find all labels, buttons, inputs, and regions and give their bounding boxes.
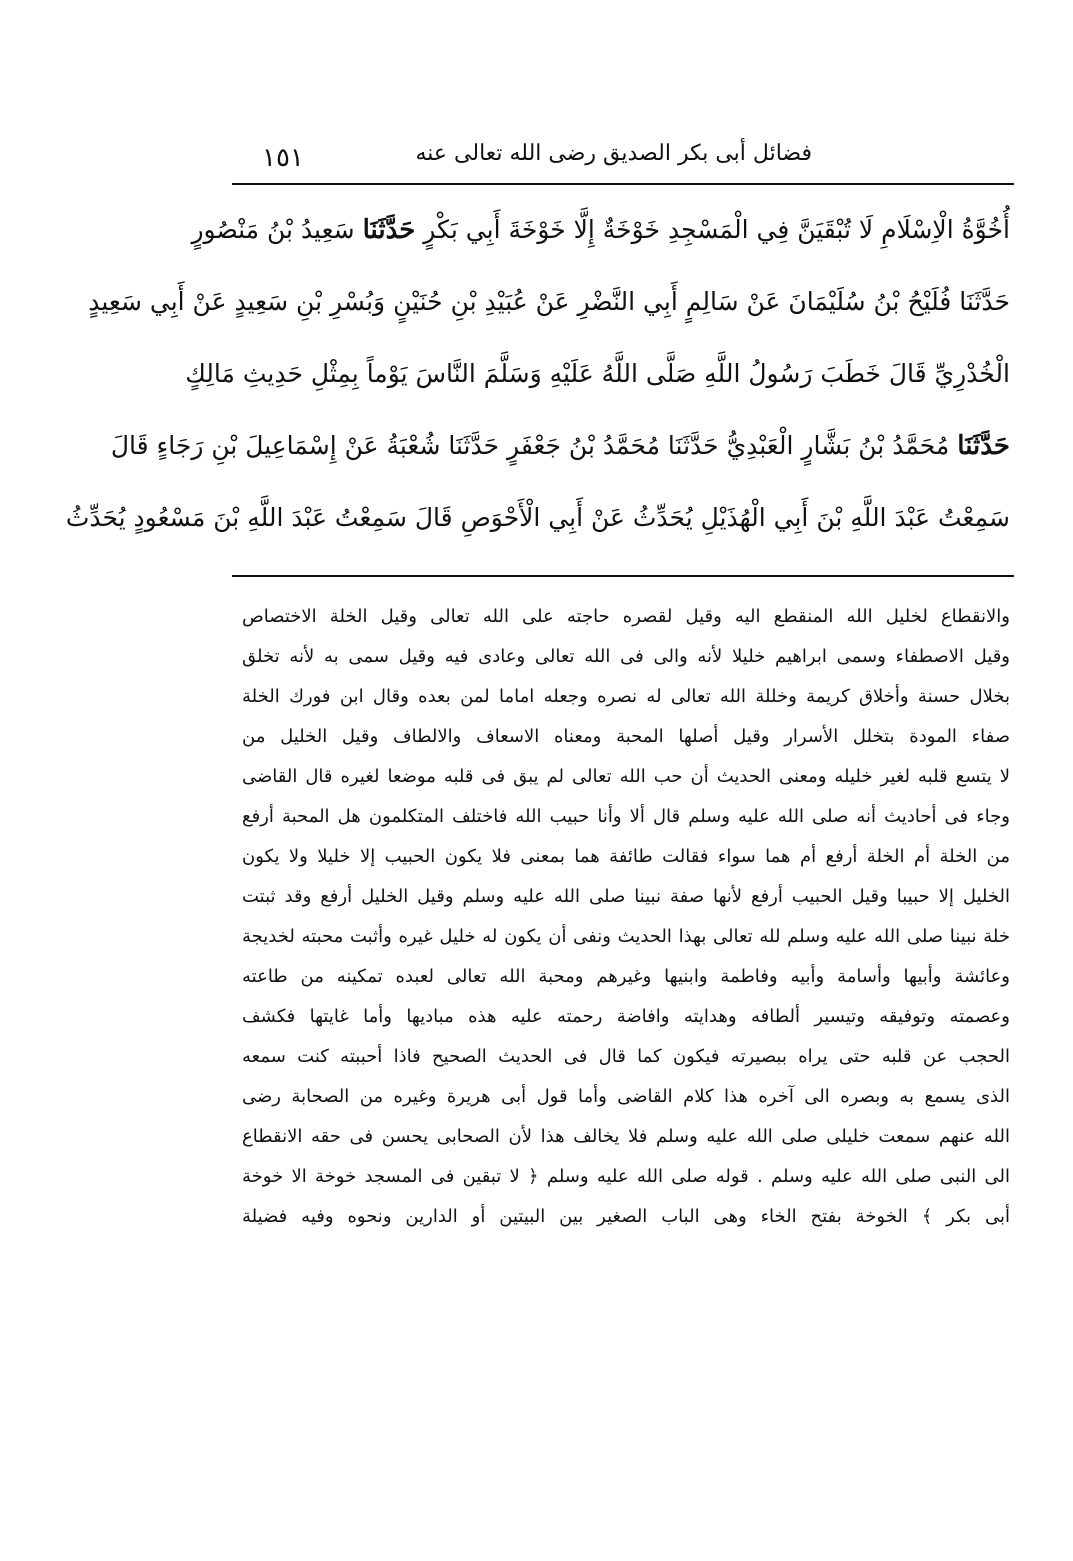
commentary-line: الذى يسمع به وبصره الى آخره هذا كلام القاضى وأما قول أبى هريرة وغيره من الصحابة رضى	[242, 1086, 1010, 1107]
commentary-line: وجاء فى أحاديث أنه صلى الله عليه وسلم قال ألا وأنا حبيب الله فاختلف المتكلمون هل المحبة أرفع	[242, 806, 1010, 827]
commentary-line: الخليل إلا حبيبا وقيل الحبيب أرفع لأنها صفة نبينا صلى الله عليه وسلم وقيل الخليل أرفع وقد ثبتت	[242, 886, 1010, 907]
commentary-line: الحجب عن قلبه حتى يراه ببصيرته فيكون كما قال فى الحديث الصحيح فاذا أحببته كنت سمعه	[242, 1046, 1010, 1067]
hadith-text: الْخُدْرِيِّ قَالَ خَطَبَ رَسُولُ اللَّهِ صَلَّى اللَّهُ عَلَيْهِ وَسَلَّمَ النَّاسَ يَوْماً بِمِثْلِ حَدِيثِ مَالِكٍ	[185, 359, 1010, 388]
commentary-line: وعصمته وتوفيقه وتيسير ألطافه وهدايته وافاضة رحمته عليه هذه مباديها وأما غايتها فكشف	[242, 1006, 1010, 1027]
page-number: ١٥١	[262, 143, 304, 173]
commentary-line: بخلال حسنة وأخلاق كريمة وخللة الله تعالى له نصره وجعله اماما لمن بعده وقال ابن فورك الخلة	[242, 686, 1010, 707]
hadith-text: أُخُوَّةُ الْاِسْلَامِ لَا تُبْقَيَنَّ فِي الْمَسْجِدِ خَوْخَةٌ إِلَّا خَوْخَةَ أَبِي بَكْرٍ	[423, 215, 1010, 244]
hadith-line	[65, 488, 1010, 560]
commentary-line: لا يتسع قلبه لغير خليله ومعنى الحديث أن حب الله تعالى لم يبق فى قلبه موضعا لغيره قال القاضى	[242, 766, 1010, 787]
commentary-line: أبى بكر ﴾ الخوخة بفتح الخاء وهى الباب الصغير بين البيتين أو الدارين ونحوه وفيه فضيلة	[242, 1206, 1010, 1227]
haddathana-marker: حَدَّثَنَا	[362, 215, 416, 245]
page-header	[232, 135, 812, 185]
haddathana-marker: حَدَّثَنَا	[957, 431, 1010, 461]
commentary-line: صفاء المودة بتخلل الأسرار وقيل أصلها المحبة ومعناه الاسعاف والالطاف وقيل الخليل من	[242, 726, 1010, 747]
commentary-line: وقيل الاصطفاء وسمى ابراهيم خليلا لأنه والى فى الله تعالى وعادى فيه وقيل سمى به لأنه تخلق	[242, 646, 1010, 667]
commentary-text-block	[242, 597, 1010, 1417]
hadith-line	[88, 272, 1010, 344]
commentary-line: الى النبى صلى الله عليه وسلم . قوله صلى الله عليه وسلم ﴿ لا تبقين فى المسجد خوخة الا خوخة	[242, 1166, 1010, 1187]
hadith-line	[185, 344, 1010, 416]
hadith-text: سَمِعْتُ عَبْدَ اللَّهِ بْنَ أَبِي الْهُذَيْلِ يُحَدِّثُ عَنْ أَبِي الْأَحْوَصِ قَالَ سَمِعْتُ عَبْدَ اللَّهِ بْنَ مَسْعُودٍ يُحَدِّثُ	[65, 503, 1010, 532]
hadith-text-block	[65, 200, 1010, 560]
header-rule	[232, 183, 1014, 185]
commentary-line: وعائشة وأبيها وأسامة وأبيه وفاطمة وابنيها وغيرهم ومحبة الله تعالى لعبده تمكينه من طاعته	[242, 966, 1010, 987]
section-divider	[232, 575, 1014, 577]
commentary-line: والانقطاع لخليل الله المنقطع اليه وقيل لقصره حاجته على الله تعالى وقيل الخلة الاختصاص	[242, 606, 1010, 627]
running-title: فضائل أبى بكر الصديق رضى الله تعالى عنه	[415, 141, 812, 166]
commentary-line: من الخلة أم الخلة أرفع أم هما سواء فقالت طائفة هما بمعنى فلا يكون الحبيب إلا خليلا ولا يكون	[242, 846, 1010, 867]
hadith-line	[110, 416, 1010, 488]
hadith-text: سَعِيدُ بْنُ مَنْصُورٍ	[191, 215, 355, 244]
hadith-text: حَدَّثَنَا فُلَيْحُ بْنُ سُلَيْمَانَ عَنْ سَالِمٍ أَبِي النَّضْرِ عَنْ عُبَيْدِ بْنِ حُنَيْنٍ وَبُسْرِ بْنِ سَعِيدٍ عَنْ أَبِي سَعِيدٍ	[88, 287, 1010, 316]
commentary-line: خلة نبينا صلى الله عليه وسلم لله تعالى بهذا الحديث ونفى أن يكون له خليل غيره وأثبت محبته لخديجة	[242, 926, 1010, 947]
commentary-line: الله عنهم سمعت خليلى صلى الله عليه وسلم فلا يخالف هذا لأن الصحابى يحسن فى حقه الانقطاع	[242, 1126, 1010, 1147]
hadith-text: مُحَمَّدُ بْنُ بَشَّارٍ الْعَبْدِيُّ حَدَّثَنَا مُحَمَّدُ بْنُ جَعْفَرٍ حَدَّثَنَا شُعْبَةُ عَنْ إِسْمَاعِيلَ بْنِ رَجَاءٍ قَالَ	[110, 431, 950, 460]
hadith-line	[191, 200, 1010, 272]
